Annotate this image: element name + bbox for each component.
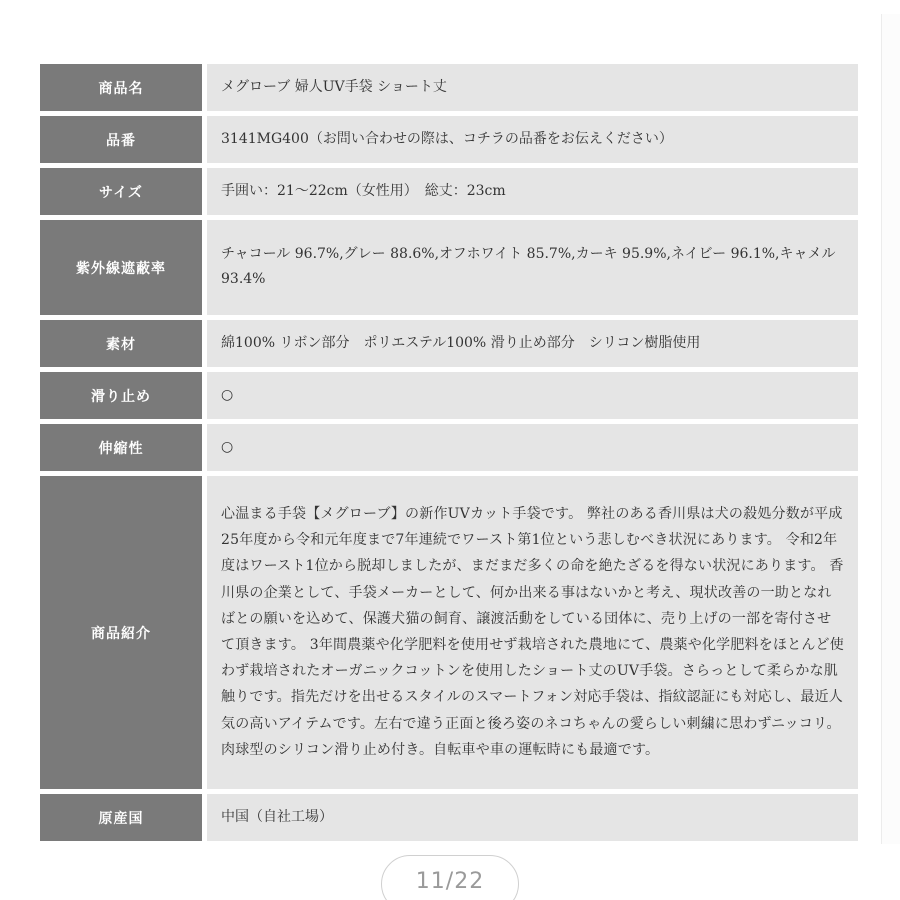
spec-row-product-name: [40, 64, 858, 111]
spec-row-elasticity: [40, 424, 858, 471]
spec-row-size: [40, 168, 858, 215]
spec-value: メグローブ 婦人UV手袋 ショート丈: [207, 64, 858, 111]
spec-label: 素材: [40, 320, 207, 367]
spec-row-product-intro: [40, 476, 858, 789]
image-pager-counter: 11/22: [381, 855, 519, 900]
spec-value: 綿100% リボン部分 ポリエステル100% 滑り止め部分 シリコン樹脂使用: [207, 320, 858, 367]
spec-row-origin: [40, 794, 858, 841]
spec-value-cell: [207, 476, 858, 789]
product-spec-table: [40, 59, 858, 846]
spec-value: 手囲い：21〜22cm（女性用） 総丈：23cm: [207, 168, 858, 215]
spec-row-anti-slip: [40, 372, 858, 419]
product-description: 心温まる手袋【メグローブ】の新作UVカット手袋です。 弊社のある香川県は犬の殺処分数が平成25年度から令和元年度まで7年連続でワースト第1位という悲しむべき状況にあります。 令和2年度はワースト1位から脱却しましたが、まだまだ多くの命を絶たざるを得ない状況にあります。 香川県の企業として、手袋メーカーとして、何か出来る事はないかと考え、現状改善の一助となればとの願いを込めて、保護犬猫の飼育、譲渡活動をしている団体に、売り上げの一部を寄付させて頂きます。 3年間農薬や化学肥料を使用せず栽培された農地にて、農薬や化学肥料をほとんど使わず栽培されたオーガニックコットンを使用したショート丈のUV手袋。さらっとして柔らかな肌触りです。指先だけを出せるスタイルのスマートフォン対応手袋は、指紋認証にも対応し、最近人気の高いアイテムです。左右で違う正面と後ろ姿のネコちゃんの愛らしい刺繍に思わずニッコリ。肉球型のシリコン滑り止め付き。自転車や車の運転時にも最適です。: [221, 505, 844, 758]
spec-value: 中国（自社工場）: [207, 794, 858, 841]
spec-label: 伸縮性: [40, 424, 207, 471]
spec-label: 紫外線遮蔽率: [40, 220, 207, 315]
spec-row-item-number: [40, 116, 858, 163]
scrollbar-track[interactable]: [881, 14, 900, 844]
spec-value: チャコール 96.7%,グレー 88.6%,オフホワイト 85.7%,カーキ 95.9%,ネイビー 96.1%,キャメル 93.4%: [207, 220, 858, 315]
spec-label: 商品名: [40, 64, 207, 111]
spec-value: ○: [207, 424, 858, 471]
spec-value: ○: [207, 372, 858, 419]
spec-label: 滑り止め: [40, 372, 207, 419]
spec-row-material: [40, 320, 858, 367]
spec-label: 商品紹介: [40, 476, 207, 789]
spec-label: 原産国: [40, 794, 207, 841]
spec-label: サイズ: [40, 168, 207, 215]
spec-value: 3141MG400（お問い合わせの際は、コチラの品番をお伝えください）: [207, 116, 858, 163]
spec-label: 品番: [40, 116, 207, 163]
spec-row-uv-shielding: [40, 220, 858, 315]
